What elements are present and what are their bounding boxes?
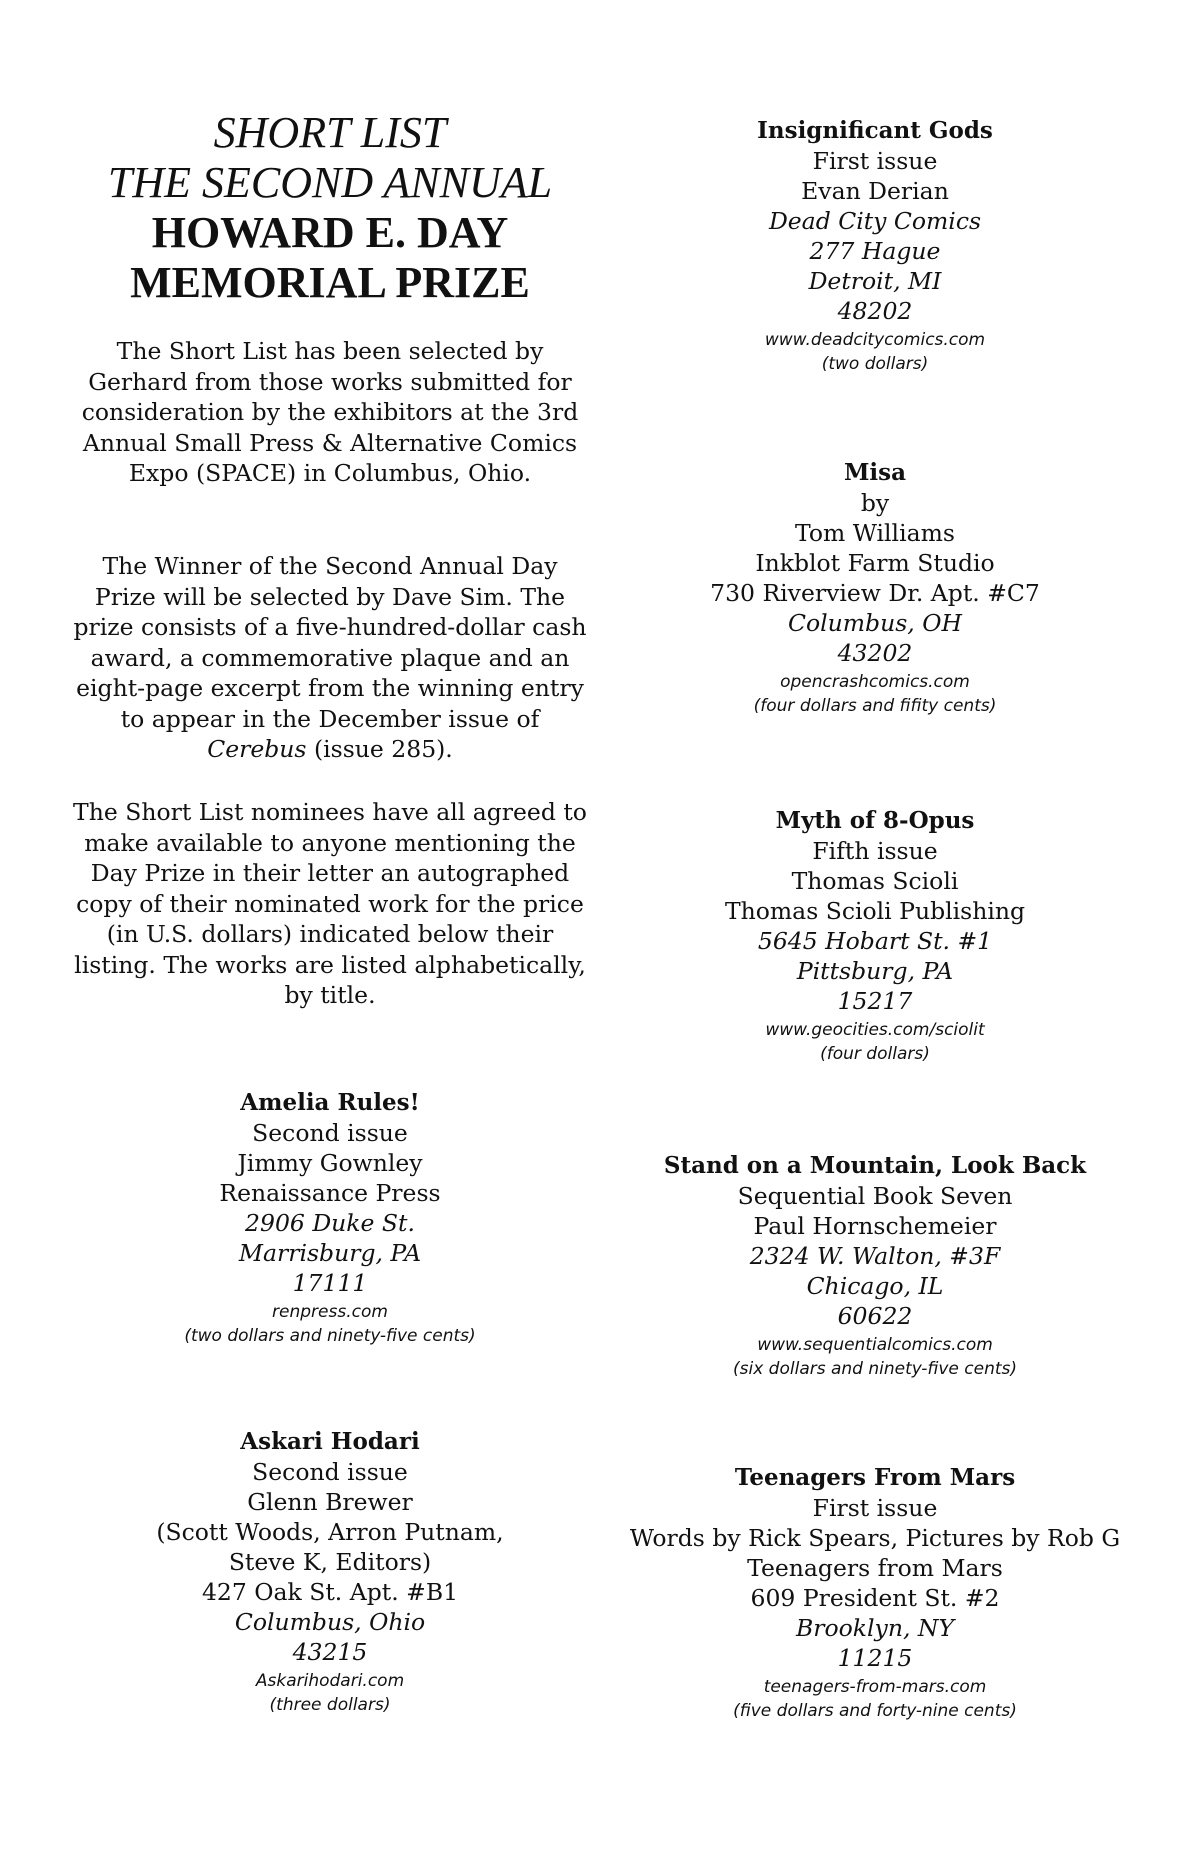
entry-teenagers-from-mars xyxy=(590,1463,1160,1723)
entry-address-line: 17111 xyxy=(292,1269,368,1297)
entry-price: (five dollars and forty-nine cents) xyxy=(733,1701,1017,1721)
entry-line: First issue xyxy=(812,147,938,175)
entry-line: Evan Derian xyxy=(801,177,949,205)
entry-line: 730 Riverview Dr. Apt. #C7 xyxy=(710,579,1040,607)
entry-address-line: 11215 xyxy=(837,1644,913,1672)
entry-address-line: 43202 xyxy=(837,639,913,667)
entry-address-line: 2324 W. Walton, #3F xyxy=(749,1242,1001,1270)
entry-address-line: 60622 xyxy=(837,1302,913,1330)
entry-address-line: 277 Hague xyxy=(809,237,941,265)
entry-address-line: Columbus, OH xyxy=(787,609,962,637)
entry-line: Glenn Brewer xyxy=(247,1488,413,1516)
entry-website: www.sequentialcomics.com xyxy=(757,1335,993,1355)
entry-website: www.deadcitycomics.com xyxy=(764,330,986,350)
entry-line: 609 President St. #2 xyxy=(750,1584,1000,1612)
entry-title: Teenagers From Mars xyxy=(734,1464,1016,1491)
intro-paragraph-2-text: The Winner of the Second Annual Day Prize will be selected by Dave Sim. The prize consists of a five-hundred-dollar cash award, a commemorative plaque and an eight-page excerpt from the winning entry to appear in the December issue of xyxy=(73,552,587,733)
entry-amelia-rules xyxy=(130,1088,530,1348)
entry-address-line: Pittsburg, PA xyxy=(796,957,954,985)
entry-line: Paul Hornschemeier xyxy=(753,1212,997,1240)
entry-line: Tom Williams xyxy=(795,519,955,547)
page-title xyxy=(80,108,580,308)
intro-paragraph-3: The Short List nominees have all agreed to make available to anyone mentioning the Day Prize in their letter an autographed copy of their nominated work for the price (in U.S. dollars) indicated below their listing. The works are listed alphabetically, by title. xyxy=(73,798,587,1009)
entry-address-line: Detroit, MI xyxy=(808,267,942,295)
entry-address-line: Marrisburg, PA xyxy=(238,1239,422,1267)
title-line-2: THE SECOND ANNUAL xyxy=(107,158,553,207)
entry-line: Renaissance Press xyxy=(219,1179,441,1207)
entry-line: (Scott Woods, Arron Putnam, xyxy=(156,1518,504,1546)
entry-title: Stand on a Mountain, Look Back xyxy=(663,1152,1087,1179)
entry-line: Sequential Book Seven xyxy=(737,1182,1013,1210)
intro-paragraph-2-emphasis: Cerebus xyxy=(207,735,307,763)
entry-title: Amelia Rules! xyxy=(240,1089,420,1116)
entry-address-line: 43215 xyxy=(292,1638,368,1666)
entry-price: (two dollars) xyxy=(821,354,929,374)
entry-line: Teenagers from Mars xyxy=(747,1554,1003,1582)
entry-website: opencrashcomics.com xyxy=(780,672,970,692)
entry-line: Thomas Scioli xyxy=(791,867,959,895)
entry-address-line: Chicago, IL xyxy=(806,1272,944,1300)
entry-website: renpress.com xyxy=(272,1302,388,1322)
entry-myth-of-8-opus xyxy=(650,806,1100,1066)
entry-price: (three dollars) xyxy=(269,1695,391,1715)
entry-address-line: 48202 xyxy=(837,297,913,325)
entry-line: 427 Oak St. Apt. #B1 xyxy=(201,1578,459,1606)
title-line-4: MEMORIAL PRIZE xyxy=(130,258,530,307)
entry-askari-hodari xyxy=(130,1427,530,1717)
entry-address-line: Columbus, Ohio xyxy=(234,1608,426,1636)
entry-price: (four dollars) xyxy=(820,1044,930,1064)
entry-line: Inkblot Farm Studio xyxy=(755,549,995,577)
entry-address-line: 5645 Hobart St. #1 xyxy=(757,927,993,955)
entry-line: Thomas Scioli Publishing xyxy=(724,897,1026,925)
entry-title: Askari Hodari xyxy=(240,1428,420,1455)
title-line-3: HOWARD E. DAY xyxy=(151,208,509,257)
entry-title: Misa xyxy=(843,459,907,486)
entry-line: First issue xyxy=(812,1494,938,1522)
entry-address-line: 15217 xyxy=(837,987,913,1015)
intro-paragraph-1: The Short List has been selected by Gerhard from those works submitted for consideration by the exhibitors at the 3rd Annual Small Press & Alternative Comics Expo (SPACE) in Columbus, Ohio. xyxy=(81,337,579,487)
entry-title: Insignificant Gods xyxy=(757,117,993,144)
entry-address-line: Dead City Comics xyxy=(768,207,982,235)
title-line-1: SHORT LIST xyxy=(213,108,447,157)
entry-line: by xyxy=(860,489,890,517)
entry-title: Myth of 8-Opus xyxy=(775,807,975,834)
entry-misa xyxy=(650,458,1100,718)
entry-insignificant-gods xyxy=(650,116,1100,376)
entry-line: Steve K, Editors) xyxy=(228,1548,432,1576)
entry-price: (six dollars and ninety-five cents) xyxy=(733,1359,1017,1379)
entry-website: teenagers-from-mars.com xyxy=(763,1677,987,1697)
intro-paragraph-2 xyxy=(70,551,590,765)
entry-line: Second issue xyxy=(252,1119,408,1147)
entry-stand-on-a-mountain xyxy=(630,1151,1120,1381)
entry-price: (four dollars and fifity cents) xyxy=(753,696,997,716)
entry-line: Words by Rick Spears, Pictures by Rob G xyxy=(629,1524,1121,1552)
entry-line: Second issue xyxy=(252,1458,408,1486)
intro-paragraph-2-tail: (issue 285). xyxy=(306,735,453,763)
entry-price: (two dollars and ninety-five cents) xyxy=(184,1326,476,1346)
entry-website: Askarihodari.com xyxy=(255,1671,405,1691)
entry-address-line: Brooklyn, NY xyxy=(796,1614,954,1642)
entry-website: www.geocities.com/sciolit xyxy=(765,1020,985,1040)
entry-address-line: 2906 Duke St. xyxy=(245,1209,415,1237)
entry-line: Fifth issue xyxy=(812,837,938,865)
entry-line: Jimmy Gownley xyxy=(237,1149,423,1177)
